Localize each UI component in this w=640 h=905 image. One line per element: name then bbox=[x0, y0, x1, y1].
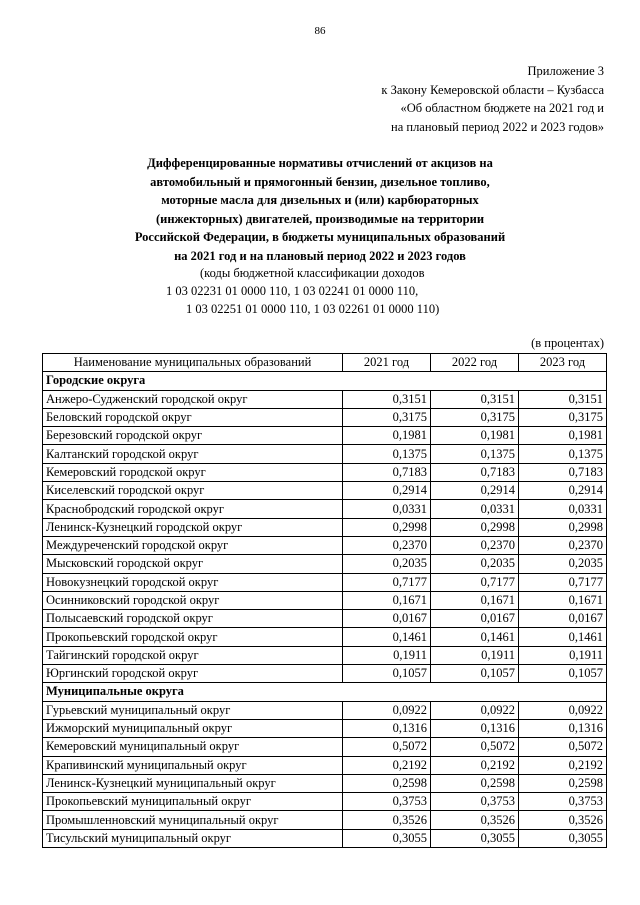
rate-2021: 0,1375 bbox=[343, 445, 431, 463]
classification-codes bbox=[166, 264, 439, 318]
municipality-name: Ленинск-Кузнецкий городской округ bbox=[43, 518, 343, 536]
units-note: (в процентах) bbox=[531, 336, 604, 350]
municipality-name: Междуреченский городской округ bbox=[43, 536, 343, 554]
rate-2023: 0,0922 bbox=[519, 701, 607, 719]
rate-2022: 0,2914 bbox=[431, 482, 519, 500]
municipality-name: Беловский городской округ bbox=[43, 408, 343, 426]
appendix-line: к Закону Кемеровской области – Кузбасса bbox=[381, 82, 604, 97]
rate-2021: 0,1671 bbox=[343, 591, 431, 609]
rate-2022: 0,0167 bbox=[431, 610, 519, 628]
table-row bbox=[43, 463, 607, 481]
title-line: Дифференцированные нормативы отчислений от акцизов на bbox=[147, 156, 493, 170]
rate-2023: 0,2598 bbox=[519, 774, 607, 792]
rate-2021: 0,2035 bbox=[343, 555, 431, 573]
section-row bbox=[43, 372, 607, 390]
header-2021: 2021 год bbox=[343, 354, 431, 372]
rate-2022: 0,3175 bbox=[431, 408, 519, 426]
rate-2021: 0,2914 bbox=[343, 482, 431, 500]
rate-2021: 0,0167 bbox=[343, 610, 431, 628]
table-row bbox=[43, 573, 607, 591]
table-row bbox=[43, 610, 607, 628]
rate-2023: 0,2192 bbox=[519, 756, 607, 774]
rate-2023: 0,5072 bbox=[519, 738, 607, 756]
table-row bbox=[43, 811, 607, 829]
rate-2021: 0,2998 bbox=[343, 518, 431, 536]
rate-2023: 0,0167 bbox=[519, 610, 607, 628]
rate-2021: 0,5072 bbox=[343, 738, 431, 756]
header-name: Наименование муниципальных образований bbox=[43, 354, 343, 372]
appendix-line: Приложение 3 bbox=[527, 64, 604, 78]
municipality-name: Прокопьевский городской округ bbox=[43, 628, 343, 646]
rate-2022: 0,2192 bbox=[431, 756, 519, 774]
table-row bbox=[43, 445, 607, 463]
rate-2022: 0,2598 bbox=[431, 774, 519, 792]
rate-2023: 0,3753 bbox=[519, 793, 607, 811]
section-title: Муниципальные округа bbox=[43, 683, 607, 701]
codes-line: 1 03 02251 01 0000 110, 1 03 02261 01 0000 110) bbox=[186, 302, 440, 316]
municipality-name: Новокузнецкий городской округ bbox=[43, 573, 343, 591]
municipality-name: Анжеро-Судженский городской округ bbox=[43, 390, 343, 408]
municipality-name: Гурьевский муниципальный округ bbox=[43, 701, 343, 719]
table-row bbox=[43, 829, 607, 847]
table-row bbox=[43, 701, 607, 719]
rate-2022: 0,3526 bbox=[431, 811, 519, 829]
rate-2023: 0,2998 bbox=[519, 518, 607, 536]
table-header-row bbox=[43, 354, 607, 372]
rate-2022: 0,3055 bbox=[431, 829, 519, 847]
rate-2023: 0,1911 bbox=[519, 646, 607, 664]
rate-2021: 0,0331 bbox=[343, 500, 431, 518]
rate-2023: 0,2035 bbox=[519, 555, 607, 573]
document-title bbox=[90, 154, 550, 265]
rate-2023: 0,1057 bbox=[519, 665, 607, 683]
table-row bbox=[43, 408, 607, 426]
table-row bbox=[43, 665, 607, 683]
rate-2022: 0,3753 bbox=[431, 793, 519, 811]
rate-2023: 0,3175 bbox=[519, 408, 607, 426]
codes-line: 1 03 02231 01 0000 110, 1 03 02241 01 0000 110, bbox=[166, 284, 419, 298]
rate-2022: 0,0331 bbox=[431, 500, 519, 518]
municipality-name: Юргинский городской округ bbox=[43, 665, 343, 683]
rate-2023: 0,7177 bbox=[519, 573, 607, 591]
rate-2021: 0,3175 bbox=[343, 408, 431, 426]
table-row bbox=[43, 500, 607, 518]
rate-2021: 0,7177 bbox=[343, 573, 431, 591]
table-row bbox=[43, 482, 607, 500]
rate-2022: 0,1375 bbox=[431, 445, 519, 463]
table-row bbox=[43, 518, 607, 536]
table-row bbox=[43, 591, 607, 609]
rate-2021: 0,1911 bbox=[343, 646, 431, 664]
municipality-name: Тайгинский городской округ bbox=[43, 646, 343, 664]
norms-table bbox=[42, 353, 607, 848]
table-row bbox=[43, 719, 607, 737]
rate-2021: 0,3055 bbox=[343, 829, 431, 847]
table-row bbox=[43, 793, 607, 811]
rate-2023: 0,3526 bbox=[519, 811, 607, 829]
rate-2022: 0,1671 bbox=[431, 591, 519, 609]
rate-2023: 0,7183 bbox=[519, 463, 607, 481]
rate-2022: 0,2035 bbox=[431, 555, 519, 573]
municipality-name: Краснобродский городской округ bbox=[43, 500, 343, 518]
rate-2022: 0,1461 bbox=[431, 628, 519, 646]
rate-2021: 0,1461 bbox=[343, 628, 431, 646]
municipality-name: Полысаевский городской округ bbox=[43, 610, 343, 628]
page-number: 86 bbox=[314, 25, 326, 37]
table-row bbox=[43, 427, 607, 445]
municipality-name: Тисульский муниципальный округ bbox=[43, 829, 343, 847]
rate-2021: 0,1316 bbox=[343, 719, 431, 737]
table-row bbox=[43, 646, 607, 664]
title-line: на 2021 год и на плановый период 2022 и 2023 годов bbox=[174, 248, 466, 263]
rate-2022: 0,1316 bbox=[431, 719, 519, 737]
municipality-name: Калтанский городской округ bbox=[43, 445, 343, 463]
municipality-name: Прокопьевский муниципальный округ bbox=[43, 793, 343, 811]
rate-2023: 0,1375 bbox=[519, 445, 607, 463]
rate-2023: 0,1316 bbox=[519, 719, 607, 737]
rate-2023: 0,1981 bbox=[519, 427, 607, 445]
table-row bbox=[43, 628, 607, 646]
table-body bbox=[43, 372, 607, 848]
title-line: (инжекторных) двигателей, производимые на территории bbox=[155, 211, 485, 226]
rate-2023: 0,0331 bbox=[519, 500, 607, 518]
municipality-name: Промышленновский муниципальный округ bbox=[43, 811, 343, 829]
codes-line: (коды бюджетной классификации доходов bbox=[200, 266, 425, 280]
rate-2021: 0,0922 bbox=[343, 701, 431, 719]
rate-2022: 0,2370 bbox=[431, 536, 519, 554]
rate-2021: 0,3526 bbox=[343, 811, 431, 829]
rate-2023: 0,1671 bbox=[519, 591, 607, 609]
appendix-line: «Об областном бюджете на 2021 год и bbox=[400, 101, 604, 115]
table-row bbox=[43, 390, 607, 408]
appendix-line: на плановый период 2022 и 2023 годов» bbox=[391, 119, 604, 134]
rate-2023: 0,2914 bbox=[519, 482, 607, 500]
rate-2022: 0,7183 bbox=[431, 463, 519, 481]
municipality-name: Березовский городской округ bbox=[43, 427, 343, 445]
rate-2021: 0,2370 bbox=[343, 536, 431, 554]
appendix-header bbox=[381, 62, 604, 136]
section-title: Городские округа bbox=[43, 372, 607, 390]
municipality-name: Мысковский городской округ bbox=[43, 555, 343, 573]
rate-2022: 0,7177 bbox=[431, 573, 519, 591]
table-row bbox=[43, 536, 607, 554]
rate-2023: 0,3055 bbox=[519, 829, 607, 847]
municipality-name: Крапивинский муниципальный округ bbox=[43, 756, 343, 774]
rate-2022: 0,1981 bbox=[431, 427, 519, 445]
rate-2021: 0,1057 bbox=[343, 665, 431, 683]
rate-2021: 0,7183 bbox=[343, 463, 431, 481]
rate-2021: 0,3753 bbox=[343, 793, 431, 811]
rate-2022: 0,2998 bbox=[431, 518, 519, 536]
rate-2023: 0,1461 bbox=[519, 628, 607, 646]
rate-2022: 0,3151 bbox=[431, 390, 519, 408]
rate-2022: 0,1057 bbox=[431, 665, 519, 683]
rate-2021: 0,2192 bbox=[343, 756, 431, 774]
municipality-name: Киселевский городской округ bbox=[43, 482, 343, 500]
header-2022: 2022 год bbox=[431, 354, 519, 372]
table-row bbox=[43, 756, 607, 774]
table-row bbox=[43, 555, 607, 573]
table-row bbox=[43, 774, 607, 792]
title-line: Российской Федерации, в бюджеты муниципальных образований bbox=[134, 230, 506, 244]
header-2023: 2023 год bbox=[519, 354, 607, 372]
rate-2022: 0,5072 bbox=[431, 738, 519, 756]
table-row bbox=[43, 738, 607, 756]
rate-2021: 0,1981 bbox=[343, 427, 431, 445]
rate-2023: 0,2370 bbox=[519, 536, 607, 554]
municipality-name: Кемеровский городской округ bbox=[43, 463, 343, 481]
rate-2021: 0,2598 bbox=[343, 774, 431, 792]
rate-2022: 0,1911 bbox=[431, 646, 519, 664]
municipality-name: Ленинск-Кузнецкий муниципальный округ bbox=[43, 774, 343, 792]
rate-2021: 0,3151 bbox=[343, 390, 431, 408]
section-row bbox=[43, 683, 607, 701]
municipality-name: Кемеровский муниципальный округ bbox=[43, 738, 343, 756]
rate-2023: 0,3151 bbox=[519, 390, 607, 408]
municipality-name: Осинниковский городской округ bbox=[43, 591, 343, 609]
title-line: моторные масла для дизельных и (или) карбюраторных bbox=[161, 193, 479, 207]
title-line: автомобильный и прямогонный бензин, дизельное топливо, bbox=[150, 174, 490, 189]
municipality-name: Ижморский муниципальный округ bbox=[43, 719, 343, 737]
rate-2022: 0,0922 bbox=[431, 701, 519, 719]
